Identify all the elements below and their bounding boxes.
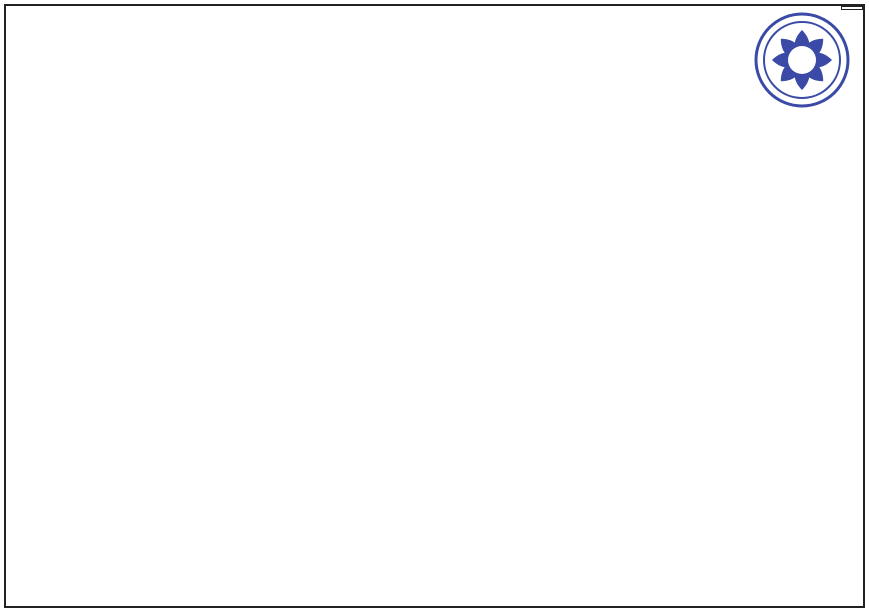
- ad-frame: [4, 4, 865, 608]
- municipality-logo: [746, 10, 858, 122]
